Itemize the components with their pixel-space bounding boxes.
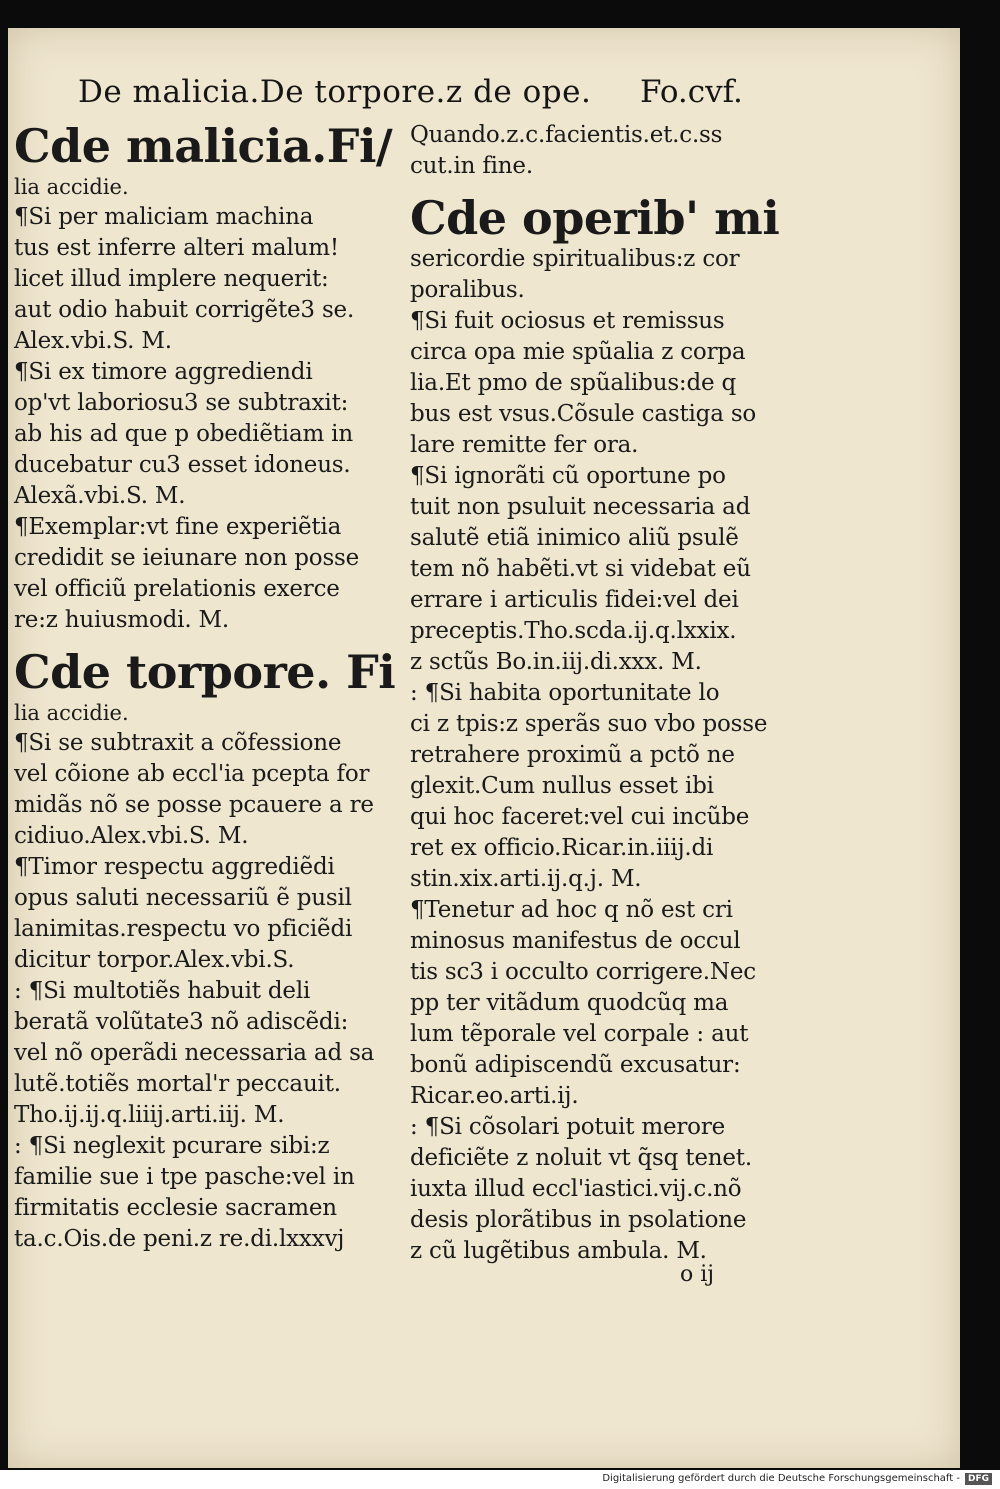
text-line: ¶Si ex timore aggrediendi xyxy=(14,359,313,385)
right-column xyxy=(410,120,798,1267)
text-line: vel officiũ prelationis exerce xyxy=(14,576,340,602)
text-line: : ¶Si multotiẽs habuit deli xyxy=(14,978,311,1004)
text-line: lanimitas.respectu vo pficiẽdi xyxy=(14,916,353,942)
text-line: tuit non psuluit necessaria ad xyxy=(410,494,751,520)
text-line: aut odio habuit corrigẽte3 se. xyxy=(14,297,355,323)
text-line: beratã volũtate3 nõ adiscẽdi: xyxy=(14,1009,349,1035)
text-line: ¶Tenetur ad hoc q nõ est cri xyxy=(410,897,733,923)
text-line: Alex.vbi.S. M. xyxy=(14,328,172,354)
text-line: ¶Si ignorãti cũ oportune po xyxy=(410,463,726,489)
text-line: tus est inferre alteri malum! xyxy=(14,235,339,261)
text-line: familie sue i tpe pasche:vel in xyxy=(14,1164,355,1190)
text-line: stin.xix.arti.ij.q.j. M. xyxy=(410,866,642,892)
text-line: Quando.z.c.facientis.et.c.ss xyxy=(410,122,723,148)
text-line: ducebatur cu3 esset idoneus. xyxy=(14,452,351,478)
section-heading-continuation: lia accidie. xyxy=(14,701,129,725)
text-line: iuxta illud eccl'iastici.vij.c.nõ xyxy=(410,1176,742,1202)
text-line: retrahere proximũ a pctõ ne xyxy=(410,742,735,768)
text-line: : ¶Si habita oportunitate lo xyxy=(410,680,720,706)
text-line: lia.Et pmo de spũalibus:de q xyxy=(410,370,737,396)
text-line: re:z huiusmodi. M. xyxy=(14,607,230,633)
text-line: vel cõione ab eccl'ia pcepta for xyxy=(14,761,370,787)
text-line: salutẽ etiã inimico aliũ psulẽ xyxy=(410,525,739,551)
text-line: ab his ad que p obediẽtiam in xyxy=(14,421,353,447)
text-line: licet illud implere nequerit: xyxy=(14,266,329,292)
text-line: glexit.Cum nullus esset ibi xyxy=(410,773,714,799)
text-line: circa opa mie spũalia z corpa xyxy=(410,339,746,365)
folio-number: Fo.cvf. xyxy=(640,74,743,110)
text-line: z sctũs Bo.in.iij.di.xxx. M. xyxy=(410,649,702,675)
section-text-torpore xyxy=(14,728,402,1255)
section-heading-malicia: Cde malicia.Fi/ xyxy=(14,119,393,173)
text-line: ¶Timor respectu aggrediẽdi xyxy=(14,854,335,880)
text-line: lare remitte fer ora. xyxy=(410,432,639,458)
section-heading-torpore: Cde torpore. Fi xyxy=(14,645,396,699)
section-text-operibus xyxy=(410,244,798,1267)
text-line: ¶Si per maliciam machina xyxy=(14,204,314,230)
text-line: firmitatis ecclesie sacramen xyxy=(14,1195,337,1221)
text-line: op'vt laboriosu3 se subtraxit: xyxy=(14,390,349,416)
text-line: qui hoc faceret:vel cui incũbe xyxy=(410,804,750,830)
text-line: bus est vsus.Cõsule castiga so xyxy=(410,401,757,427)
text-line: sericordie spiritualibus:z cor xyxy=(410,246,740,272)
text-line: poralibus. xyxy=(410,277,525,303)
text-line: lutẽ.totiẽs mortal'r peccauit. xyxy=(14,1071,341,1097)
text-line: credidit se ieiunare non posse xyxy=(14,545,360,571)
continued-text xyxy=(410,120,798,182)
text-line: tem nõ habẽti.vt si videbat eũ xyxy=(410,556,751,582)
digitization-credit: Digitalisierung gefördert durch die Deutsche Forschungsgemeinschaft - xyxy=(602,1473,960,1484)
text-line: lum tẽporale vel corpale : aut xyxy=(410,1021,749,1047)
text-line: Alexã.vbi.S. M. xyxy=(14,483,186,509)
text-line: pp ter vitãdum quodcũq ma xyxy=(410,990,729,1016)
left-column xyxy=(14,120,402,1255)
text-line: : ¶Si cõsolari potuit merore xyxy=(410,1114,726,1140)
signature-mark: o ij xyxy=(680,1262,715,1287)
section-text-malicia xyxy=(14,202,402,636)
dfg-logo: DFG xyxy=(965,1473,992,1485)
text-line: dicitur torpor.Alex.vbi.S. xyxy=(14,947,295,973)
text-line: ¶Si se subtraxit a cõfessione xyxy=(14,730,342,756)
text-line: ta.c.Ois.de peni.z re.di.lxxxvj xyxy=(14,1226,345,1252)
text-line: Tho.ij.ij.q.liiij.arti.iij. M. xyxy=(14,1102,285,1128)
text-line: ret ex officio.Ricar.in.iiij.di xyxy=(410,835,714,861)
text-line: z cũ lugẽtibus ambula. M. xyxy=(410,1238,707,1264)
text-line: Ricar.eo.arti.ij. xyxy=(410,1083,579,1109)
running-title: De malicia.De torpore.z de ope. xyxy=(78,74,592,110)
text-line: ¶Si fuit ociosus et remissus xyxy=(410,308,725,334)
text-line: opus saluti necessariũ ẽ pusil xyxy=(14,885,352,911)
text-line: deficiẽte z noluit vt q̃sq tenet. xyxy=(410,1145,752,1171)
text-line: preceptis.Tho.scda.ij.q.lxxix. xyxy=(410,618,737,644)
text-line: bonũ adipiscendũ excusatur: xyxy=(410,1052,741,1078)
text-line: desis plorãtibus in psolatione xyxy=(410,1207,747,1233)
text-line: : ¶Si neglexit pcurare sibi:z xyxy=(14,1133,330,1159)
text-line: ¶Exemplar:vt fine experiẽtia xyxy=(14,514,342,540)
section-heading-continuation: lia accidie. xyxy=(14,175,129,199)
text-line: errare i articulis fidei:vel dei xyxy=(410,587,739,613)
text-line: ci z tpis:z sperãs suo vbo posse xyxy=(410,711,768,737)
text-line: midãs nõ se posse pcauere a re xyxy=(14,792,374,818)
text-line: cut.in fine. xyxy=(410,153,533,179)
section-heading-operibus: Cde operib' mi xyxy=(410,191,780,245)
text-line: tis sc3 i occulto corrigere.Nec xyxy=(410,959,756,985)
text-line: cidiuo.Alex.vbi.S. M. xyxy=(14,823,249,849)
text-line: vel nõ operãdi necessaria ad sa xyxy=(14,1040,375,1066)
text-line: minosus manifestus de occul xyxy=(410,928,741,954)
